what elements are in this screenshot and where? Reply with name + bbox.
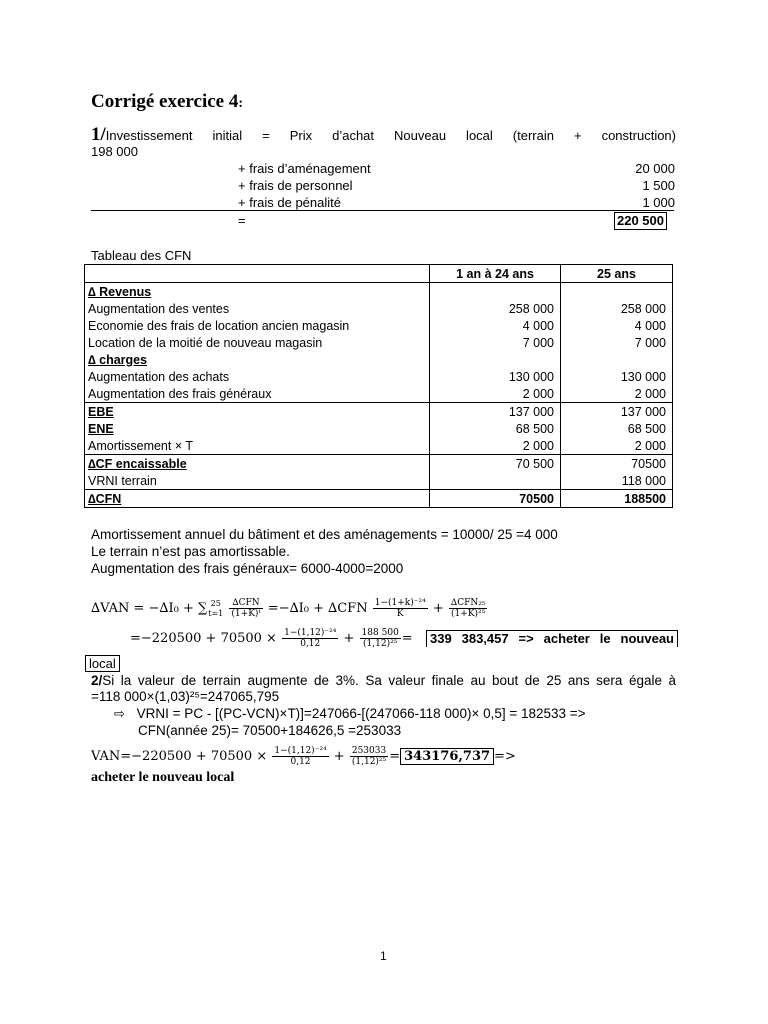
note-terrain: Le terrain n’est pas amortissable.: [91, 544, 290, 559]
van-result-continuation: local: [85, 655, 120, 672]
row-v1: [430, 351, 561, 368]
header-year-25: 25 ans: [561, 265, 673, 283]
q2-arrow-line: [114, 706, 586, 722]
row-v2: 188500: [561, 490, 673, 508]
q1-row-label-2: + frais de pénalité: [238, 195, 341, 210]
row-v2: 258 000: [561, 300, 673, 317]
formula-lhs: ∆VAN = −∆I₀ + ∑: [91, 601, 208, 616]
fraction-cfn-discount: [229, 598, 262, 619]
cfn-table: [84, 264, 673, 508]
sum-top: 25: [210, 598, 221, 608]
table-row: [85, 455, 673, 473]
q1-line2: 198 000: [91, 144, 138, 159]
note-frais-generaux: Augmentation des frais généraux= 6000-4000=2000: [91, 561, 404, 576]
f7-den: (1,12)²⁵: [351, 757, 387, 767]
row-label: Location de la moitié de nouveau magasin: [85, 334, 430, 351]
f3-num: ∆CFN₂₅: [450, 598, 486, 608]
row-label: Amortissement × T: [85, 437, 430, 455]
row-label: Economie des frais de location ancien magasin: [85, 317, 430, 334]
row-v2: 118 000: [561, 472, 673, 490]
q2-conclusion: acheter le nouveau local: [91, 770, 235, 785]
row-v1: 2 000: [430, 385, 561, 403]
table-header-row: [85, 265, 673, 283]
title-colon: :: [238, 96, 244, 111]
q1-total-box: 220 500: [614, 212, 667, 230]
header-years-1-24: 1 an à 24 ans: [430, 265, 561, 283]
q2-van-result: 343176,737: [400, 748, 494, 765]
van-result-box: 339 383,457 => acheter le nouveau: [426, 630, 678, 647]
q2-tail: =>: [494, 749, 516, 764]
row-v2: 4 000: [561, 317, 673, 334]
table-row: [85, 420, 673, 437]
sum-bottom: t=1: [208, 608, 224, 618]
q2-line1: Si la valeur de terrain augmente de 3%. Sa valeur finale au bout de 25 ans sera égale à: [102, 673, 676, 688]
row-v1: [430, 472, 561, 490]
f5-num: 188 500: [361, 628, 399, 638]
title-text: Corrigé exercice 4: [91, 91, 239, 112]
row-v2: 70500: [561, 455, 673, 473]
q1-equals: =: [238, 213, 246, 228]
row-label: ∆ charges: [85, 351, 430, 368]
q2-van-formula: [91, 744, 516, 770]
f5-den: (1,12)²⁵: [363, 639, 398, 649]
row-v1: 2 000: [430, 437, 561, 455]
formula-plus: +: [432, 601, 444, 616]
q2-terrain-value: =118 000×(1,03)²⁵=247065,795: [91, 689, 280, 704]
table-row: [85, 403, 673, 421]
f1-num: ∆CFN: [229, 598, 262, 609]
formula-plus-2: +: [343, 631, 355, 646]
q1-line1: Investissement initial = Prix d’achat Nouveau local (terrain + construction): [105, 128, 676, 143]
note-amortissement: Amortissement annuel du bâtiment et des aménagements = 10000/ 25 =4 000: [91, 527, 558, 542]
row-v1: 137 000: [430, 403, 561, 421]
row-v2: [561, 351, 673, 368]
row-v1: 70 500: [430, 455, 561, 473]
row-label: EBE: [85, 403, 430, 421]
q2-van-lhs: VAN=−220500 + 70500 ×: [91, 749, 268, 764]
f3-den: (1+K)²⁵: [451, 609, 486, 619]
van-formula-numeric: [130, 626, 413, 652]
q1-row-value-0: 20 000: [635, 161, 675, 176]
table-row: [85, 317, 673, 334]
f2-num: 1−(1+k)⁻²⁴: [374, 598, 426, 608]
table-row: [85, 283, 673, 301]
table-row: [85, 351, 673, 368]
row-v1: 130 000: [430, 368, 561, 385]
page-number: 1: [380, 949, 387, 963]
fraction-cfn25: [449, 598, 488, 619]
row-v2: 7 000: [561, 334, 673, 351]
row-label: Augmentation des ventes: [85, 300, 430, 317]
q1-row-label-0: + frais d’aménagement: [238, 161, 371, 176]
row-v2: 2 000: [561, 437, 673, 455]
row-v1: 258 000: [430, 300, 561, 317]
q2-intro: [91, 672, 676, 689]
table-row: [85, 368, 673, 385]
table-row: [85, 385, 673, 403]
row-v2: 2 000: [561, 385, 673, 403]
q1-row-label-1: + frais de personnel: [238, 178, 353, 193]
q1-intro: [91, 126, 676, 144]
f7-num: 253033: [351, 746, 387, 756]
q2-cfn-25: CFN(année 25)= 70500+184626,5 =253033: [138, 723, 402, 738]
table-row: [85, 300, 673, 317]
row-label: ∆CF encaissable: [85, 455, 430, 473]
row-v2: 130 000: [561, 368, 673, 385]
page-title: [91, 91, 244, 112]
sum-bounds: [208, 599, 223, 619]
row-v1: 68 500: [430, 420, 561, 437]
f6-den: 0,12: [290, 757, 311, 767]
q1-number: 1/: [91, 124, 106, 145]
row-label: ∆CFN: [85, 490, 430, 508]
q2-equals: =: [389, 749, 401, 764]
row-v1: 70500: [430, 490, 561, 508]
row-v2: 68 500: [561, 420, 673, 437]
table-row: [85, 437, 673, 455]
row-label: Augmentation des frais généraux: [85, 385, 430, 403]
fraction-final-numeric: [360, 628, 401, 649]
formula-mid: =−∆I₀ + ∆CFN: [267, 601, 368, 616]
row-v1: 4 000: [430, 317, 561, 334]
row-label: Augmentation des achats: [85, 368, 430, 385]
f4-num: 1−(1,12)⁻²⁴: [284, 628, 337, 638]
fraction-annuity: [373, 598, 428, 619]
fraction-annuity-q2: [272, 746, 328, 767]
header-label: [85, 265, 430, 283]
f1-den: (1+K)ᵗ: [231, 609, 261, 619]
table-caption: Tableau des CFN: [91, 248, 192, 263]
q2-plus: +: [333, 749, 345, 764]
f4-den: 0,12: [300, 639, 321, 649]
row-v2: 137 000: [561, 403, 673, 421]
fraction-final-q2: [350, 746, 388, 767]
table-row: [85, 472, 673, 490]
table-row: [85, 490, 673, 508]
formula-equals: =: [401, 631, 413, 646]
q2-vrni: VRNI = PC - [(PC-VCN)×T)]=247066-[(247066-118 000)× 0,5] = 182533 =>: [136, 706, 586, 721]
van-formula-general: [91, 596, 488, 622]
table-row: [85, 334, 673, 351]
formula-line2-lhs: =−220500 + 70500 ×: [130, 631, 277, 646]
arrow-right-icon: ⇨: [114, 706, 125, 721]
row-v1: [430, 283, 561, 301]
row-v2: [561, 283, 673, 301]
q2-number: 2/: [91, 673, 103, 688]
q1-row-value-2: 1 000: [642, 195, 675, 210]
row-v1: 7 000: [430, 334, 561, 351]
sum-divider: [91, 210, 674, 211]
row-label: ∆ Revenus: [85, 283, 430, 301]
q1-row-value-1: 1 500: [642, 178, 675, 193]
row-label: ENE: [85, 420, 430, 437]
row-label: VRNI terrain: [85, 472, 430, 490]
fraction-annuity-numeric: [282, 628, 338, 649]
f6-num: 1−(1,12)⁻²⁴: [274, 746, 327, 756]
f2-den: K: [396, 609, 404, 619]
